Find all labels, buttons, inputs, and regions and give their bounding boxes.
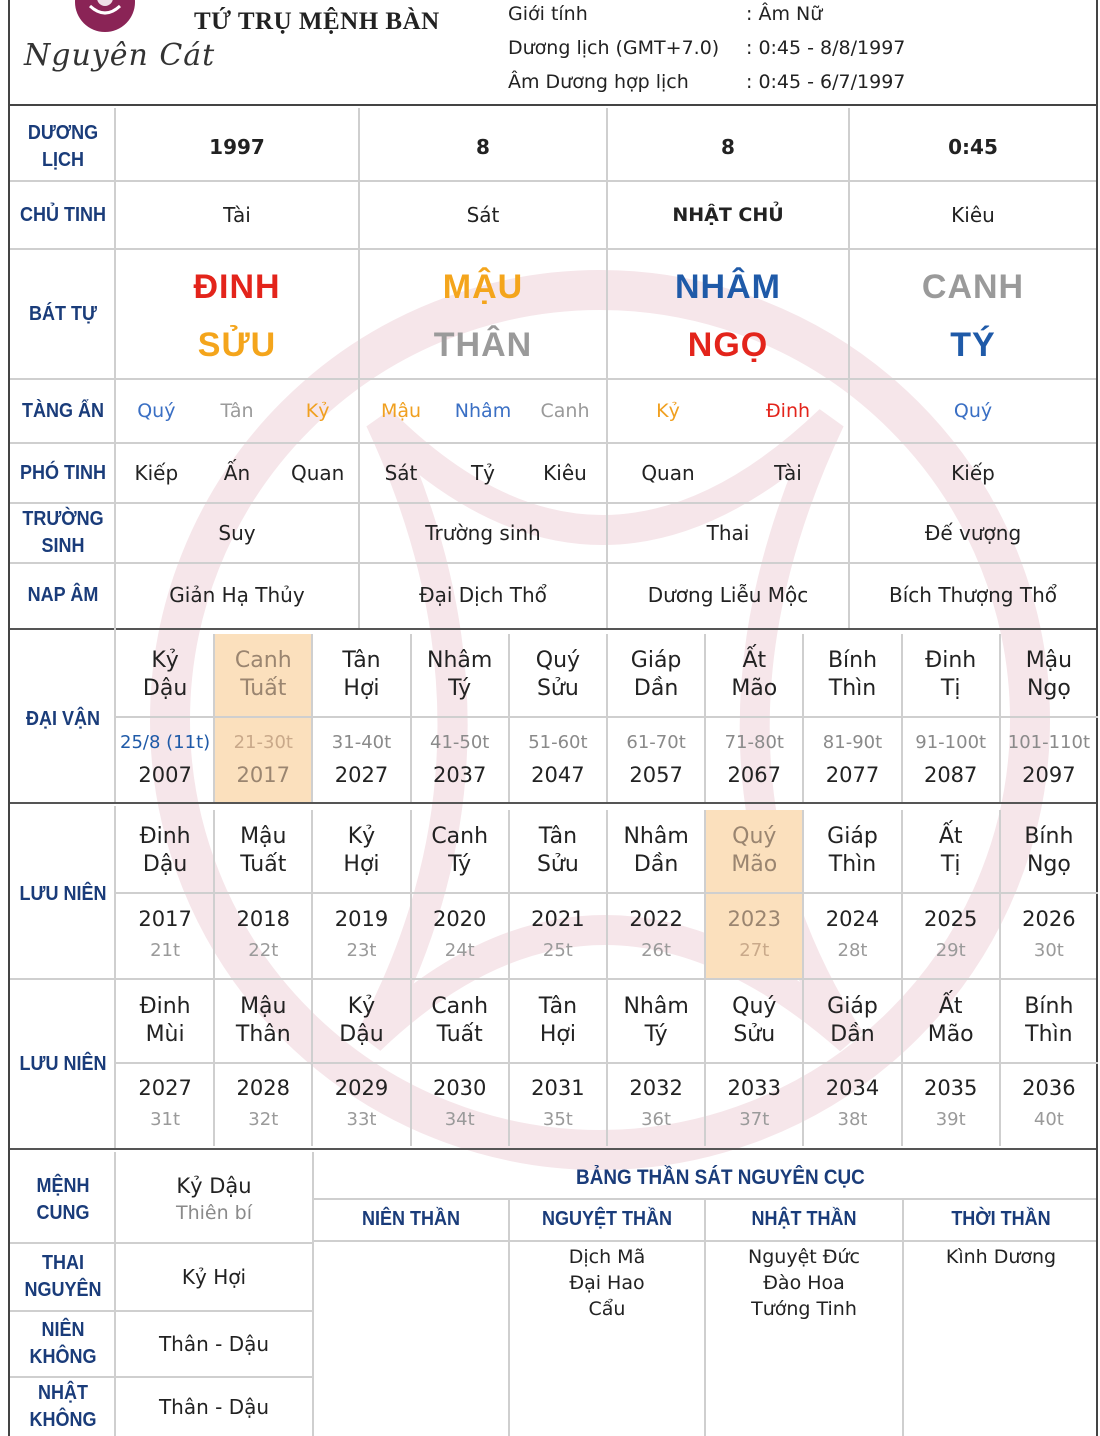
can-text: Mậu xyxy=(1025,648,1073,673)
luu-nien-ganzhi xyxy=(902,810,1000,892)
thien-can-value: MẬU xyxy=(442,267,524,306)
chi-text: Dậu xyxy=(339,1022,384,1047)
age-text: 29t xyxy=(935,940,966,961)
year-text: 2034 xyxy=(825,1076,880,1100)
chi-text: Dần xyxy=(633,852,679,877)
logo-text: Nguyên Cát xyxy=(24,38,216,73)
dai-van-age-year xyxy=(1000,716,1098,802)
column-divider xyxy=(213,634,215,802)
age-range: 101-110t xyxy=(1007,732,1091,753)
can-text: Quý xyxy=(732,994,777,1019)
luu-nien-ganzhi xyxy=(411,980,509,1062)
year-text: 2036 xyxy=(1022,1076,1076,1100)
nap-am-value: Dương Liễu Mộc xyxy=(647,583,809,607)
age-text: 33t xyxy=(346,1109,377,1130)
lotus-logo-icon xyxy=(70,0,140,34)
menh-cung-cell xyxy=(116,1158,312,1242)
column-divider xyxy=(704,810,706,978)
label-nien-khong: NIÊN KHÔNG xyxy=(29,1319,97,1368)
age-range: 25/8 (11t) xyxy=(120,732,211,753)
chi-text: Tuất xyxy=(436,1022,483,1047)
age-text: 37t xyxy=(739,1109,770,1130)
age-text: 34t xyxy=(444,1109,475,1130)
than-sat-item: Nguyệt Đức xyxy=(748,1246,860,1268)
than-sat-list xyxy=(904,1244,1098,1270)
column-divider xyxy=(901,634,903,802)
tang-an-value: Tân xyxy=(220,400,254,422)
dai-van-ganzhi xyxy=(509,634,607,716)
column-divider xyxy=(311,810,313,978)
can-text: Bính xyxy=(827,648,878,673)
age-text: 36t xyxy=(641,1109,672,1130)
truong-sinh-value: Thai xyxy=(706,521,750,545)
year-text: 2025 xyxy=(923,907,978,931)
chi-text: Sửu xyxy=(536,676,579,701)
chi-text: Mùi xyxy=(145,1022,185,1047)
chi-text: Tuất xyxy=(240,676,287,701)
dai-van-age-year xyxy=(411,716,509,802)
luu-nien-age-year xyxy=(607,892,705,978)
pho-tinh-value: Kiếp xyxy=(134,461,179,485)
chi-text: Tý xyxy=(448,852,472,877)
column-divider xyxy=(902,1200,904,1436)
row-divider xyxy=(10,1148,1096,1150)
luu-nien-age-year xyxy=(116,892,214,978)
tang-an-value: Quý xyxy=(137,400,176,422)
age-text: 30t xyxy=(1033,940,1064,961)
luu-nien-age-year xyxy=(705,892,803,978)
can-text: Bính xyxy=(1024,824,1074,849)
column-divider xyxy=(802,810,804,978)
label-pho-tinh: PHÓ TINH xyxy=(19,461,107,484)
label-chu-tinh: CHỦ TINH xyxy=(19,203,106,226)
year-text: 2021 xyxy=(531,907,585,931)
pho-tinh-value: Sát xyxy=(384,461,418,485)
year-text: 2029 xyxy=(334,1076,389,1100)
column-divider xyxy=(802,634,804,802)
luu-nien-age-year xyxy=(902,1062,1000,1146)
year-text: 2026 xyxy=(1022,907,1076,931)
menh-cung-value: Kỷ Dậu xyxy=(176,1174,252,1198)
dai-van-age-year xyxy=(902,716,1000,802)
luu-nien-age-year xyxy=(705,1062,803,1146)
tang-an-value: Canh xyxy=(540,400,590,422)
age-range: 41-50t xyxy=(430,732,490,753)
column-divider xyxy=(410,810,412,978)
than-sat-column-title: NIÊN THẦN xyxy=(361,1208,460,1230)
year-text: 2031 xyxy=(531,1076,585,1100)
label-duong-lich: DƯƠNG LỊCH xyxy=(27,122,99,171)
year-text: 2087 xyxy=(923,763,978,787)
dai-van-ganzhi xyxy=(312,634,410,716)
age-text: 21t xyxy=(150,940,181,961)
luu-nien-age-year xyxy=(312,1062,410,1146)
truong-sinh-value: Đế vượng xyxy=(924,521,1022,545)
dai-van-ganzhi xyxy=(214,634,312,716)
dai-van-age-year xyxy=(116,716,214,802)
luu-nien-age-year xyxy=(214,892,312,978)
luu-nien-ganzhi xyxy=(411,810,509,892)
year-text: 2020 xyxy=(432,907,487,931)
luu-nien-ganzhi xyxy=(705,810,803,892)
age-text: 40t xyxy=(1033,1109,1064,1130)
luu-nien-ganzhi xyxy=(607,980,705,1062)
dai-van-ganzhi xyxy=(411,634,509,716)
can-text: Tân xyxy=(538,824,578,849)
year-text: 2030 xyxy=(432,1076,487,1100)
chu-tinh-value: NHẬT CHỦ xyxy=(672,204,784,226)
can-text: Quý xyxy=(535,648,581,673)
pho-tinh-value: Quan xyxy=(641,461,695,485)
chu-tinh-value: Sát xyxy=(466,203,500,227)
truong-sinh-value: Suy xyxy=(218,521,256,545)
can-text: Mậu xyxy=(240,824,287,849)
chi-text: Sửu xyxy=(733,1022,776,1047)
year-text: 2023 xyxy=(727,907,781,931)
nap-am-value: Bích Thượng Thổ xyxy=(889,583,1057,607)
column-divider xyxy=(606,810,608,978)
age-text: 25t xyxy=(542,940,573,961)
age-text: 31t xyxy=(150,1109,181,1130)
year-text: 2017 xyxy=(236,763,290,787)
dai-van-ganzhi xyxy=(902,634,1000,716)
chi-text: Tuất xyxy=(240,852,287,877)
can-text: Ất xyxy=(742,648,767,673)
luu-nien-ganzhi xyxy=(116,980,214,1062)
page-title: TỨ TRỤ MỆNH BÀN xyxy=(194,8,440,35)
truong-sinh-value: Trường sinh xyxy=(425,521,541,545)
pho-tinh-value: Tỷ xyxy=(470,461,496,485)
can-text: Canh xyxy=(431,824,489,849)
year-text: 2047 xyxy=(531,763,585,787)
row-divider xyxy=(116,1062,1098,1064)
year-text: 2057 xyxy=(629,763,683,787)
year-text: 2035 xyxy=(923,1076,978,1100)
label-dai-van: ĐẠI VẬN xyxy=(25,707,100,730)
luu-nien-age-year xyxy=(803,1062,901,1146)
tang-an-value: Kỷ xyxy=(656,400,680,422)
thien-can-value: ĐINH xyxy=(193,267,281,306)
year-text: 2067 xyxy=(727,763,781,787)
label-nap-am: NAP ÂM xyxy=(27,583,99,606)
label-tang-an: TÀNG ẨN xyxy=(21,399,104,422)
luu-nien-age-year xyxy=(1000,1062,1098,1146)
chi-text: Dần xyxy=(633,676,679,701)
nap-am-value: Đại Dịch Thổ xyxy=(419,583,547,607)
pho-tinh-value: Tài xyxy=(774,461,802,485)
chi-text: Thìn xyxy=(1025,1022,1073,1047)
age-text: 22t xyxy=(248,940,279,961)
pillar-year-value: 8 xyxy=(721,135,735,159)
column-divider xyxy=(312,1152,314,1436)
chi-text: Ngọ xyxy=(1026,676,1071,701)
can-text: Giáp xyxy=(630,648,682,673)
luu-nien-ganzhi xyxy=(214,980,312,1062)
nhat-khong-value: Thân - Dậu xyxy=(158,1395,270,1419)
label-menh-cung: MỆNH CUNG xyxy=(36,1175,90,1224)
year-text: 2024 xyxy=(825,907,880,931)
than-sat-list xyxy=(510,1244,704,1322)
dia-chi-value: NGỌ xyxy=(687,325,769,364)
pillar-year-value: 0:45 xyxy=(948,135,998,159)
than-sat-list xyxy=(706,1244,902,1322)
dai-van-age-year xyxy=(312,716,410,802)
can-text: Ất xyxy=(938,994,963,1019)
row-divider xyxy=(10,628,1096,630)
luu-nien-age-year xyxy=(509,1062,607,1146)
luu-nien-ganzhi xyxy=(312,980,410,1062)
pho-tinh-value: Ấn xyxy=(223,461,251,485)
pho-tinh-value: Kiêu xyxy=(543,461,587,485)
can-text: Kỷ xyxy=(347,994,376,1019)
can-text: Nhâm xyxy=(623,994,689,1019)
column-divider xyxy=(508,810,510,978)
label-thai-nguyen: THAI NGUYÊN xyxy=(24,1252,102,1301)
row-divider xyxy=(116,892,1098,894)
age-range: 51-60t xyxy=(528,732,588,753)
dia-chi-value: SỬU xyxy=(197,325,277,364)
row-divider xyxy=(116,716,1098,718)
can-text: Canh xyxy=(234,648,292,673)
age-range: 21-30t xyxy=(233,732,293,753)
dai-van-ganzhi xyxy=(1000,634,1098,716)
column-divider xyxy=(606,634,608,802)
label-bat-tu: BÁT TỰ xyxy=(29,302,97,325)
than-sat-column-title: NHẬT THẦN xyxy=(751,1208,857,1230)
luu-nien-age-year xyxy=(411,892,509,978)
can-text: Giáp xyxy=(827,994,878,1019)
can-text: Mậu xyxy=(240,994,287,1019)
tang-an-value: Nhâm xyxy=(454,400,512,422)
can-text: Quý xyxy=(732,824,777,849)
luu-nien-ganzhi xyxy=(1000,980,1098,1062)
label-nhat-khong: NHẬT KHÔNG xyxy=(29,1382,97,1431)
than-sat-title: BẢNG THẦN SÁT NGUYÊN CỤC xyxy=(576,1166,865,1189)
column-divider xyxy=(999,810,1001,978)
chi-text: Thìn xyxy=(828,676,877,701)
year-text: 2028 xyxy=(236,1076,290,1100)
luu-nien-age-year xyxy=(1000,892,1098,978)
luu-nien-age-year xyxy=(902,892,1000,978)
than-sat-item: Tướng Tinh xyxy=(751,1298,857,1320)
row-divider xyxy=(10,1310,314,1312)
year-text: 2027 xyxy=(138,1076,192,1100)
column-divider xyxy=(311,634,313,802)
can-text: Giáp xyxy=(827,824,878,849)
year-text: 2017 xyxy=(138,907,192,931)
chu-tinh-value: Kiêu xyxy=(951,203,995,227)
year-text: 2033 xyxy=(727,1076,781,1100)
dai-van-age-year xyxy=(803,716,901,802)
chi-text: Hợi xyxy=(343,852,380,877)
thai-nguyen-value: Kỷ Hợi xyxy=(181,1265,247,1289)
luu-nien-age-year xyxy=(116,1062,214,1146)
age-text: 32t xyxy=(248,1109,279,1130)
chi-text: Sửu xyxy=(536,852,579,877)
chi-text: Mão xyxy=(731,676,778,701)
thien-can-value: CANH xyxy=(921,267,1025,306)
row-divider xyxy=(10,802,1096,804)
age-text: 23t xyxy=(346,940,377,961)
than-sat-item: Đào Hoa xyxy=(763,1272,845,1294)
dai-van-age-year xyxy=(509,716,607,802)
can-text: Nhâm xyxy=(427,648,493,673)
luu-nien-ganzhi xyxy=(509,980,607,1062)
tang-an-value: Quý xyxy=(953,400,993,422)
than-sat-item: Cẩu xyxy=(588,1298,626,1320)
chi-text: Tị xyxy=(940,852,961,877)
dai-van-ganzhi xyxy=(803,634,901,716)
chi-text: Ngọ xyxy=(1026,852,1071,877)
menh-cung-sub: Thiên bí xyxy=(175,1202,253,1224)
luu-nien-ganzhi xyxy=(607,810,705,892)
can-text: Bính xyxy=(1024,994,1074,1019)
chi-text: Thìn xyxy=(828,852,877,877)
chi-text: Hợi xyxy=(343,676,380,701)
year-text: 2032 xyxy=(629,1076,683,1100)
tang-an-value: Kỷ xyxy=(305,400,330,422)
chi-text: Tị xyxy=(940,676,961,701)
age-range: 61-70t xyxy=(626,732,686,753)
dai-van-age-year xyxy=(214,716,312,802)
age-text: 28t xyxy=(837,940,868,961)
column-divider xyxy=(410,634,412,802)
luu-nien-age-year xyxy=(411,1062,509,1146)
column-divider xyxy=(999,634,1001,802)
chi-text: Hợi xyxy=(539,1022,576,1047)
thien-can-value: NHÂM xyxy=(675,267,781,306)
header: Nguyên Cát TỨ TRỤ MỆNH BÀN Giới tính : Âm Nữ Dương lịch (GMT+7.0) : 0:45 - 8/8/1997 Âm Dương hợp lịch : 0:45 - 6/7/1997 xyxy=(10,0,1096,106)
column-divider xyxy=(508,634,510,802)
year-text: 2007 xyxy=(138,763,192,787)
column-divider xyxy=(704,634,706,802)
pillar-year-value: 1997 xyxy=(209,135,265,159)
age-range: 71-80t xyxy=(724,732,784,753)
can-text: Nhâm xyxy=(623,824,689,849)
label-truong-sinh: TRƯỜNG SINH xyxy=(22,508,104,557)
tang-an-value: Đinh xyxy=(765,400,811,422)
than-sat-item: Dịch Mã xyxy=(568,1246,646,1268)
age-text: 24t xyxy=(444,940,475,961)
chi-text: Dần xyxy=(830,1022,875,1047)
column-divider xyxy=(901,810,903,978)
luu-nien-ganzhi xyxy=(312,810,410,892)
age-text: 27t xyxy=(739,940,770,961)
label-luu-nien-2: LƯU NIÊN xyxy=(19,1052,107,1075)
can-text: Kỷ xyxy=(151,648,179,673)
luu-nien-age-year xyxy=(509,892,607,978)
than-sat-item: Đại Hao xyxy=(569,1272,645,1294)
age-text: 35t xyxy=(542,1109,573,1130)
year-text: 2022 xyxy=(629,907,683,931)
luu-nien-ganzhi xyxy=(116,810,214,892)
pillar-year-value: 8 xyxy=(476,135,490,159)
can-text: Đinh xyxy=(139,994,191,1019)
column-divider xyxy=(114,1152,116,1436)
year-text: 2027 xyxy=(334,763,389,787)
chi-text: Dậu xyxy=(142,676,188,701)
dia-chi-value: TÝ xyxy=(950,325,996,364)
than-sat-column-title: NGUYỆT THẦN xyxy=(541,1208,672,1230)
tang-an-value: Mậu xyxy=(380,400,422,422)
label-luu-nien-1: LƯU NIÊN xyxy=(19,882,107,905)
luu-nien-age-year xyxy=(607,1062,705,1146)
luu-nien-ganzhi xyxy=(803,810,901,892)
can-text: Kỷ xyxy=(347,824,376,849)
chi-text: Tý xyxy=(644,1022,668,1047)
year-text: 2077 xyxy=(825,763,880,787)
age-text: 38t xyxy=(837,1109,868,1130)
pho-tinh-value: Quan xyxy=(290,461,345,485)
year-text: 2018 xyxy=(236,907,290,931)
chi-text: Tý xyxy=(448,676,472,701)
dia-chi-value: THÂN xyxy=(433,325,533,364)
age-text: 26t xyxy=(641,940,672,961)
dai-van-age-year xyxy=(705,716,803,802)
row-divider xyxy=(10,1242,314,1244)
year-text: 2019 xyxy=(334,907,389,931)
age-range: 91-100t xyxy=(915,732,987,753)
can-text: Tân xyxy=(342,648,381,673)
dai-van-age-year xyxy=(607,716,705,802)
age-range: 31-40t xyxy=(331,732,392,753)
dai-van-ganzhi xyxy=(607,634,705,716)
luu-nien-ganzhi xyxy=(1000,810,1098,892)
luu-nien-ganzhi xyxy=(214,810,312,892)
chi-text: Mão xyxy=(731,852,778,877)
pho-tinh-value: Kiếp xyxy=(951,461,995,485)
luu-nien-ganzhi xyxy=(509,810,607,892)
chu-tinh-value: Tài xyxy=(223,203,251,227)
luu-nien-ganzhi xyxy=(902,980,1000,1062)
luu-nien-ganzhi xyxy=(705,980,803,1062)
than-sat-column-title: THỜI THẦN xyxy=(951,1208,1051,1230)
luu-nien-age-year xyxy=(312,892,410,978)
can-text: Ất xyxy=(938,824,963,849)
chi-text: Mão xyxy=(927,1022,974,1047)
can-text: Tân xyxy=(538,994,578,1019)
nap-am-value: Giản Hạ Thủy xyxy=(169,583,305,607)
can-text: Đinh xyxy=(925,648,977,673)
chi-text: Dậu xyxy=(142,852,188,877)
column-divider xyxy=(213,810,215,978)
than-sat-item: Kình Dương xyxy=(945,1246,1057,1268)
row-divider xyxy=(10,1376,314,1378)
luu-nien-age-year xyxy=(803,892,901,978)
row-divider xyxy=(10,248,1096,250)
dai-van-ganzhi xyxy=(116,634,214,716)
age-text: 39t xyxy=(935,1109,966,1130)
luu-nien-age-year xyxy=(214,1062,312,1146)
year-text: 2097 xyxy=(1022,763,1076,787)
can-text: Đinh xyxy=(139,824,191,849)
chi-text: Thân xyxy=(235,1022,291,1047)
nien-khong-value: Thân - Dậu xyxy=(158,1332,270,1356)
luu-nien-ganzhi xyxy=(803,980,901,1062)
dai-van-ganzhi xyxy=(705,634,803,716)
can-text: Canh xyxy=(431,994,489,1019)
age-range: 81-90t xyxy=(822,732,883,753)
year-text: 2037 xyxy=(432,763,487,787)
